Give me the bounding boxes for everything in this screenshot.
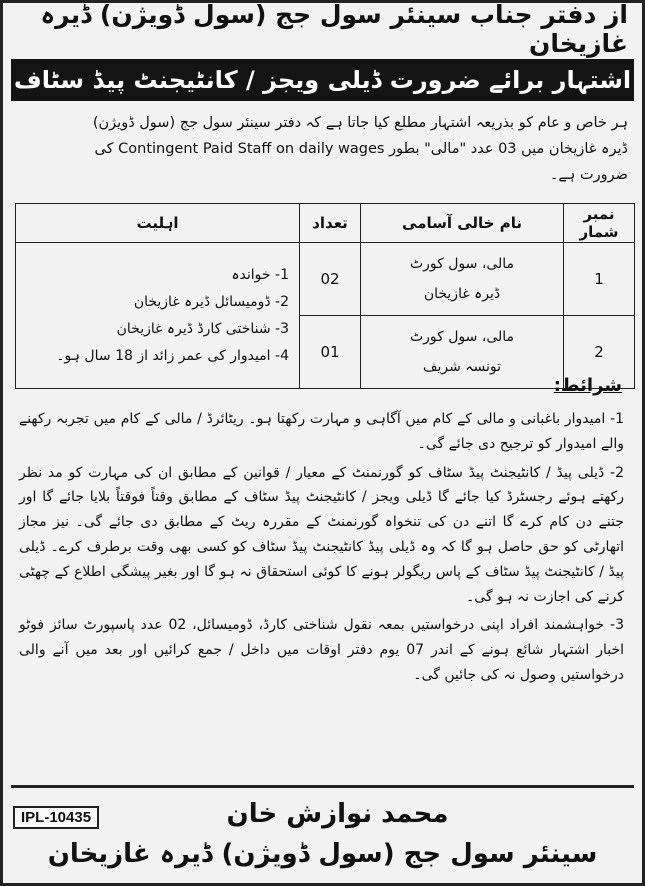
intro-paragraph [17, 111, 628, 189]
row-serial: 2 [564, 316, 635, 389]
requirement-banner: اشتہار برائے ضرورت ڈیلی ویجز / کانٹیجنٹ پیڈ سٹاف [11, 59, 634, 101]
table-row [16, 243, 635, 316]
qualification-item: 3- شناختی کارڈ ڈیرہ غازیخان [116, 320, 289, 337]
row-count: 02 [300, 243, 361, 316]
qualification-list [16, 243, 300, 389]
post-name: مالی، سول کورٹ [409, 256, 515, 272]
header-qualification: اہلیت [16, 204, 300, 243]
intro-line-3: ضرورت ہے۔ [549, 167, 628, 183]
signer-name: محمد نوازش خان [226, 799, 449, 829]
row-post [361, 243, 564, 316]
post-name: مالی، سول کورٹ [409, 329, 515, 345]
row-count: 01 [300, 316, 361, 389]
qualification-item: 2- ڈومیسائل ڈیرہ غازیخان [133, 293, 289, 310]
post-location: تونسہ شریف [422, 359, 501, 375]
header-count: تعداد [300, 204, 361, 243]
row-post [361, 316, 564, 389]
intro-line-1: ہر خاص و عام کو بذریعہ اشتہار مطلع کیا جاتا ہے کہ دفتر سینئر سول جج (سول ڈویژن) [92, 115, 628, 131]
intro-line-2: ڈیرہ غازیخان میں 03 عدد "مالی" بطور Contingent Paid Staff on daily wages کی [94, 141, 628, 157]
row-serial: 1 [564, 243, 635, 316]
qualification-item: 4- امیدوار کی عمر زائد از 18 سال ہو۔ [56, 347, 289, 364]
footer-divider [11, 785, 634, 788]
condition-2: 2- ڈیلی پیڈ / کانٹیجنٹ پیڈ سٹاف کو گورنمنٹ کے معیار / قوانین کے مطابق ان کی مہارت کو مد نظر رکھتے ہوئے رجسٹرڈ کیا جائے گا ڈیلی ویجز / کانٹیجنٹ پیڈ سٹاف کے مطابق وقتاً فوقتاً بلایا جائے گا اور جتنے دن کام کرے گا اتنے دن کی تنخواہ گورنمنٹ کے مقررہ ریٹ کے مطابق دی جائے گی۔ نیز مجاز اتھارٹی کو حق حاصل ہو گا کہ وہ ڈیلی پیڈ کانٹیجنٹ پیڈ سٹاف کو کسی بھی وقت برطرف کرے۔ ڈیلی پیڈ / کانٹیجنٹ پیڈ سٹاف کے پاس ریگولر ہونے کا کوئی استحقاق نہ ہو گا اور بغیر پیشگی اطلاع کے چھٹی کرنے کی اجازت نہ ہو گی۔ [19, 464, 624, 605]
office-header: از دفتر جناب سینئر سول جج (سول ڈویژن) ڈیرہ غازیخان [40, 0, 628, 58]
conditions-heading: شرائط: [553, 375, 622, 396]
header-post: نام خالی آسامی [361, 204, 564, 243]
conditions-list [19, 407, 624, 692]
condition-1: 1- امیدوار باغبانی و مالی کے کام میں آگاہی و مہارت رکھتا ہو۔ ریٹائرڈ / مالی کے کام میں تجربہ رکھنے والے امیدوار کو ترجیح دی جائے گی۔ [19, 411, 624, 452]
table-header-row [16, 204, 635, 243]
signer-title: سینئر سول جج (سول ڈویژن) ڈیرہ غازیخان [47, 839, 598, 869]
ipl-number: IPL-10435 [13, 806, 99, 829]
condition-3: 3- خواہشمند افراد اپنی درخواستیں بمعہ نقول شناختی کارڈ، ڈومیسائل، 02 عدد پاسپورٹ سائز فوٹو اخبار اشتہار شائع ہونے کے اندر 07 یوم دفتر اوقات میں داخل / جمع کرائیں اور بعد میں آنے والی درخواستیں وصول نہ کی جائیں گی۔ [19, 617, 625, 683]
qualification-item: 1- خواندہ [231, 266, 289, 283]
post-location: ڈیرہ غازیخان [423, 286, 501, 302]
header-serial: نمبر شمار [564, 204, 635, 243]
vacancy-table [15, 203, 635, 389]
